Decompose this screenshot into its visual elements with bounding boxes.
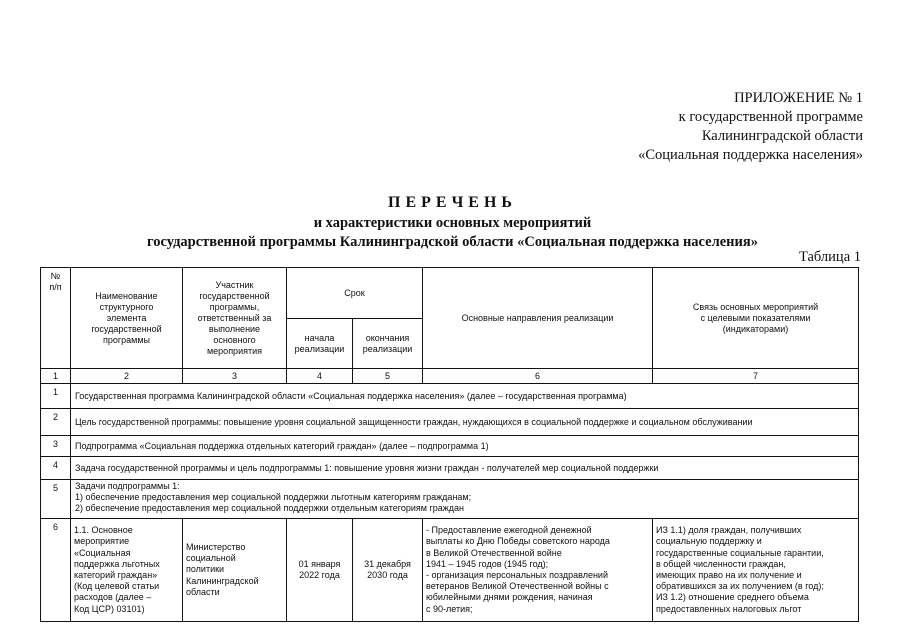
row-text-line: Задачи подпрограммы 1: [75, 481, 180, 491]
measure-element-line: (Код целевой статьи [74, 581, 160, 592]
measure-directions-line: выплаты ко Дню Победы советского народа [426, 536, 610, 547]
table-row-measure [41, 519, 859, 622]
row-number: 4 [41, 457, 71, 480]
row-text: Подпрограмма «Социальная поддержка отдельных категорий граждан» (далее – подпрограмма 1) [71, 436, 859, 457]
table-row [41, 409, 859, 436]
measure-participant-line: Министерство [186, 541, 246, 552]
header-participant-line: ответственный за [197, 312, 272, 323]
row-text: Задача государственной программы и цель подпрограммы 1: повышение уровня жизни граждан - получателей мер социальной поддержки [71, 457, 859, 480]
header-num-line: п/п [49, 282, 62, 292]
measure-link-line: предоставленных налоговых льгот [656, 603, 802, 614]
subheading-line-2: государственной программы Калининградской области «Социальная поддержка населения» [147, 234, 758, 250]
header-end [353, 319, 423, 369]
header-start [287, 319, 353, 369]
header-link-line: с целевыми показателями [700, 312, 811, 323]
measure-link-line: в общей численности граждан, [656, 558, 786, 569]
measure-link-line: ИЗ 1.1) доля граждан, получивших [656, 525, 802, 536]
column-number: 2 [71, 369, 183, 384]
measure-element-line: поддержка льготных [74, 558, 160, 569]
header-directions: Основные направления реализации [423, 268, 653, 369]
measure-start-line: 2022 года [299, 570, 340, 580]
row-text [71, 480, 859, 519]
measures-table [40, 267, 859, 622]
table-row [41, 457, 859, 480]
measure-element [71, 519, 183, 622]
header-link-line: Связь основных мероприятий [692, 301, 819, 312]
appendix-line-3: Калининградской области [701, 128, 863, 144]
row-text-line: 2) обеспечение предоставления мер социальной поддержки отдельным категориям граждан [75, 503, 464, 513]
measure-end [353, 519, 423, 622]
header-participant-line: мероприятия [206, 345, 262, 356]
measure-element-line: категорий граждан» [74, 570, 158, 580]
column-number-row [41, 369, 859, 384]
measure-directions-line: в Великой Отечественной войне [426, 547, 562, 558]
table-row [41, 436, 859, 457]
header-end-line: окончания [365, 332, 410, 343]
measure-element-line: 1.1. Основное [74, 525, 133, 536]
row-text-line: 1) обеспечение предоставления мер социальной поддержки льготным категориям гражданам; [75, 492, 472, 502]
column-number: 3 [183, 369, 287, 384]
measure-link-line: государственные социальные гарантии, [656, 547, 824, 558]
row-number: 2 [41, 409, 71, 436]
measure-participant-line: политики [186, 564, 225, 575]
header-element-line: структурного [99, 301, 154, 312]
measure-start [287, 519, 353, 622]
header-participant-line: программы, [209, 301, 260, 312]
header-element-line: Наименование [95, 290, 158, 301]
header-link [653, 268, 859, 369]
measure-start-line: 01 января [298, 558, 341, 569]
appendix-line-1: ПРИЛОЖЕНИЕ № 1 [734, 90, 863, 106]
document-heading: ПЕРЕЧЕНЬ [388, 194, 517, 211]
measure-link [653, 519, 859, 622]
column-number: 1 [41, 369, 71, 384]
header-participant-line: государственной [199, 290, 270, 301]
row-number: 1 [41, 384, 71, 409]
header-participant-line: Участник [215, 279, 254, 290]
measure-link-line: имеющих право на их получение и [656, 570, 802, 580]
row-number: 6 [41, 519, 71, 622]
measure-link-line: обратившихся за их получением (в год); [656, 581, 824, 592]
document-subheading [0, 214, 905, 252]
measure-end-line: 31 декабря [364, 558, 411, 569]
header-element-line: элемента [106, 312, 147, 323]
measure-participant [183, 519, 287, 622]
header-link-line: (индикаторами) [722, 323, 789, 334]
header-element-line: государственной [91, 323, 162, 334]
column-number: 5 [353, 369, 423, 384]
header-num [41, 268, 71, 369]
table-label: Таблица 1 [798, 249, 861, 265]
measure-end-line: 2030 года [367, 570, 408, 580]
column-number: 7 [653, 369, 859, 384]
header-start-line: реализации [294, 343, 345, 354]
measure-directions-line: 1941 – 1945 годов (1945 год); [426, 558, 549, 569]
header-num-line: № [50, 271, 61, 281]
header-element-line: программы [102, 334, 151, 345]
measure-participant-line: области [186, 586, 220, 597]
row-number: 3 [41, 436, 71, 457]
measure-element-line: расходов (далее – [74, 592, 152, 603]
header-start-line: начала [304, 332, 335, 343]
header-participant [183, 268, 287, 369]
table-row [41, 480, 859, 519]
measure-participant-line: Калининградской [186, 575, 259, 586]
row-text: Государственная программа Калининградской области «Социальная поддержка населения» (далее – государственная программа) [71, 384, 859, 409]
measure-directions-line: - организация персональных поздравлений [426, 570, 608, 580]
appendix-line-2: к государственной программе [678, 109, 863, 125]
measure-participant-line: социальной [186, 553, 236, 564]
column-number: 4 [287, 369, 353, 384]
row-text: Цель государственной программы: повышение уровня социальной защищенности граждан, нуждающихся в социальной поддержке и социальном обслуживании [71, 409, 859, 436]
subheading-line-1: и характеристики основных мероприятий [313, 215, 592, 231]
table-row [41, 384, 859, 409]
header-participant-line: выполнение [208, 323, 261, 334]
header-row [41, 268, 859, 319]
appendix-header [638, 89, 863, 165]
column-number: 6 [423, 369, 653, 384]
measure-element-line: «Социальная [74, 547, 131, 558]
header-element [71, 268, 183, 369]
measure-directions-line: - Предоставление ежегодной денежной [426, 525, 592, 536]
header-end-line: реализации [362, 343, 413, 354]
header-term: Срок [287, 268, 423, 319]
row-number: 5 [41, 480, 71, 519]
measure-directions-line: с 90-летия; [426, 603, 473, 614]
header-participant-line: основного [213, 334, 256, 345]
measure-element-line: мероприятие [74, 536, 130, 547]
measure-directions [423, 519, 653, 622]
measure-directions-line: ветеранов Великой Отечественной войны с [426, 581, 609, 592]
measure-link-line: социальную поддержку и [656, 536, 762, 547]
measure-element-line: Код ЦСР) 03101) [74, 603, 145, 614]
appendix-line-4: «Социальная поддержка населения» [638, 147, 863, 163]
measure-directions-line: юбилейными днями рождения, начиная [426, 592, 593, 603]
measure-link-line: ИЗ 1.2) отношение среднего объема [656, 592, 809, 603]
